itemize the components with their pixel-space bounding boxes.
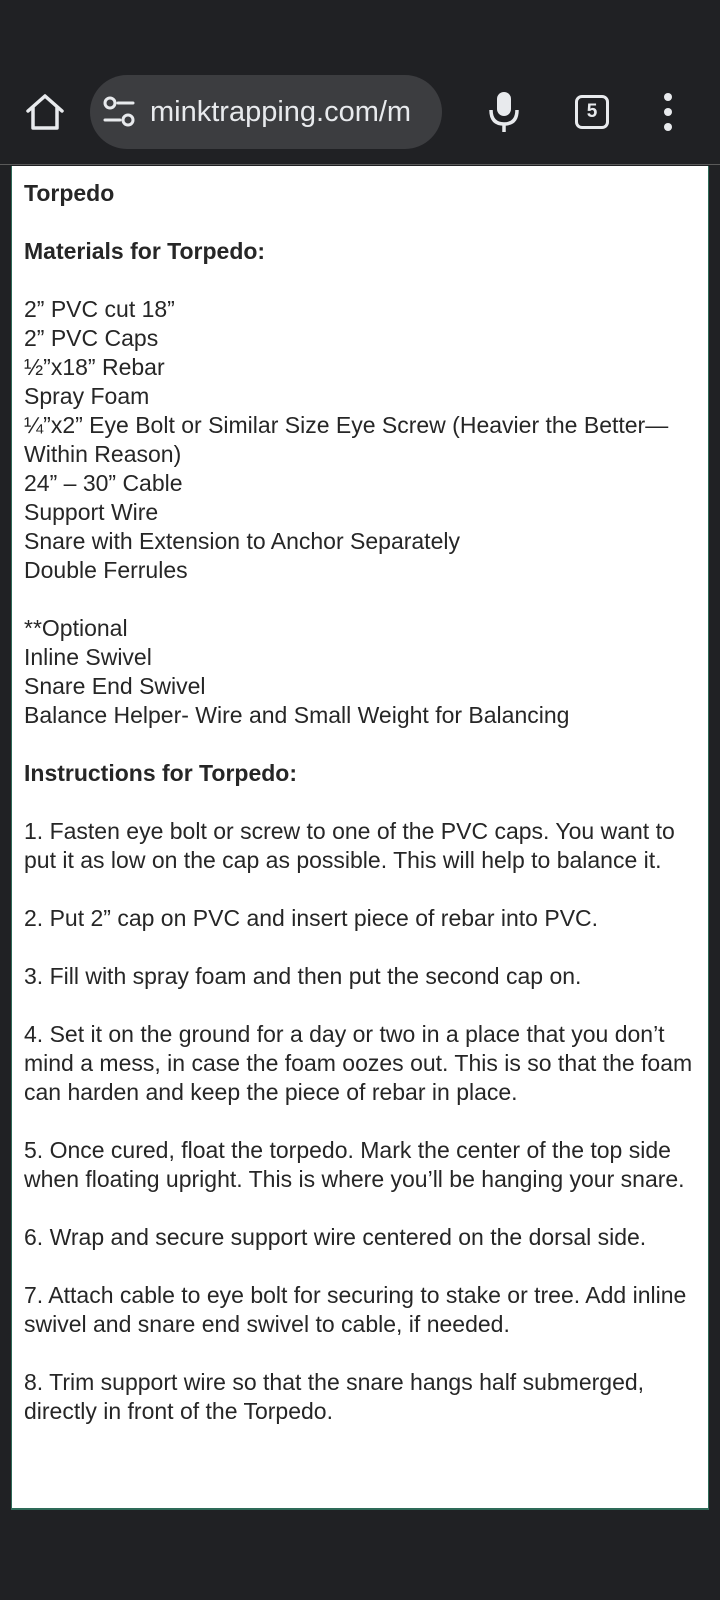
mic-icon xyxy=(487,90,521,134)
list-item: 2” PVC cut 18” xyxy=(24,296,175,322)
instructions-heading: Instructions for Torpedo: xyxy=(24,760,298,786)
instruction-step: 2. Put 2” cap on PVC and insert piece of rebar into PVC. xyxy=(24,905,599,931)
list-item: Snare End Swivel xyxy=(24,673,206,699)
list-item: 2” PVC Caps xyxy=(24,325,159,351)
more-menu-button[interactable] xyxy=(658,90,678,134)
instruction-step: 6. Wrap and secure support wire centered on the dorsal side. xyxy=(24,1224,647,1250)
list-item: ¼”x2” Eye Bolt or Similar Size Eye Screw (Heavier the Better—Within Reason) xyxy=(24,412,669,467)
home-icon xyxy=(24,91,66,133)
instruction-step: 4. Set it on the ground for a day or two in a place that you don’t mind a mess, in case the foam oozes out. This is so that the foam can harden and keep the piece of rebar in place. xyxy=(24,1021,693,1105)
address-bar[interactable] xyxy=(90,75,442,149)
list-item: Snare with Extension to Anchor Separately xyxy=(24,528,460,554)
list-item: Balance Helper- Wire and Small Weight for Balancing xyxy=(24,702,570,728)
list-item: **Optional xyxy=(24,615,128,641)
url-text[interactable]: minktrapping.com/m xyxy=(150,96,412,128)
instruction-step: 3. Fill with spray foam and then put the second cap on. xyxy=(24,963,582,989)
article-content xyxy=(11,166,709,1510)
list-item: Spray Foam xyxy=(24,383,150,409)
list-item: Double Ferrules xyxy=(24,557,188,583)
voice-search-button[interactable] xyxy=(487,90,521,134)
home-button[interactable] xyxy=(24,91,66,133)
status-bar xyxy=(0,0,720,60)
tune-icon[interactable] xyxy=(102,96,136,128)
article-title: Torpedo xyxy=(24,180,115,206)
instruction-step: 7. Attach cable to eye bolt for securing to stake or tree. Add inline swivel and snare end swivel to cable, if needed. xyxy=(24,1282,687,1337)
more-vert-icon xyxy=(658,90,678,134)
bottom-navigation-area xyxy=(0,1510,720,1600)
materials-list xyxy=(24,295,708,585)
list-item: 24” – 30” Cable xyxy=(24,470,183,496)
list-item: Inline Swivel xyxy=(24,644,152,670)
instruction-step: 1. Fasten eye bolt or screw to one of the PVC caps. You want to put it as low on the cap as possible. This will help to balance it. xyxy=(24,818,675,873)
list-item: ½”x18” Rebar xyxy=(24,354,165,380)
materials-heading: Materials for Torpedo: xyxy=(24,238,266,264)
browser-toolbar xyxy=(0,60,720,165)
optional-list xyxy=(24,614,708,730)
tab-switcher-button[interactable] xyxy=(575,95,609,129)
instruction-step: 5. Once cured, float the torpedo. Mark the center of the top side when floating upright. This is where you’ll be hanging your snare. xyxy=(24,1137,685,1192)
instruction-step: 8. Trim support wire so that the snare hangs half submerged, directly in front of the Torpedo. xyxy=(24,1369,645,1424)
tab-count: 5 xyxy=(586,101,598,122)
list-item: Support Wire xyxy=(24,499,159,525)
